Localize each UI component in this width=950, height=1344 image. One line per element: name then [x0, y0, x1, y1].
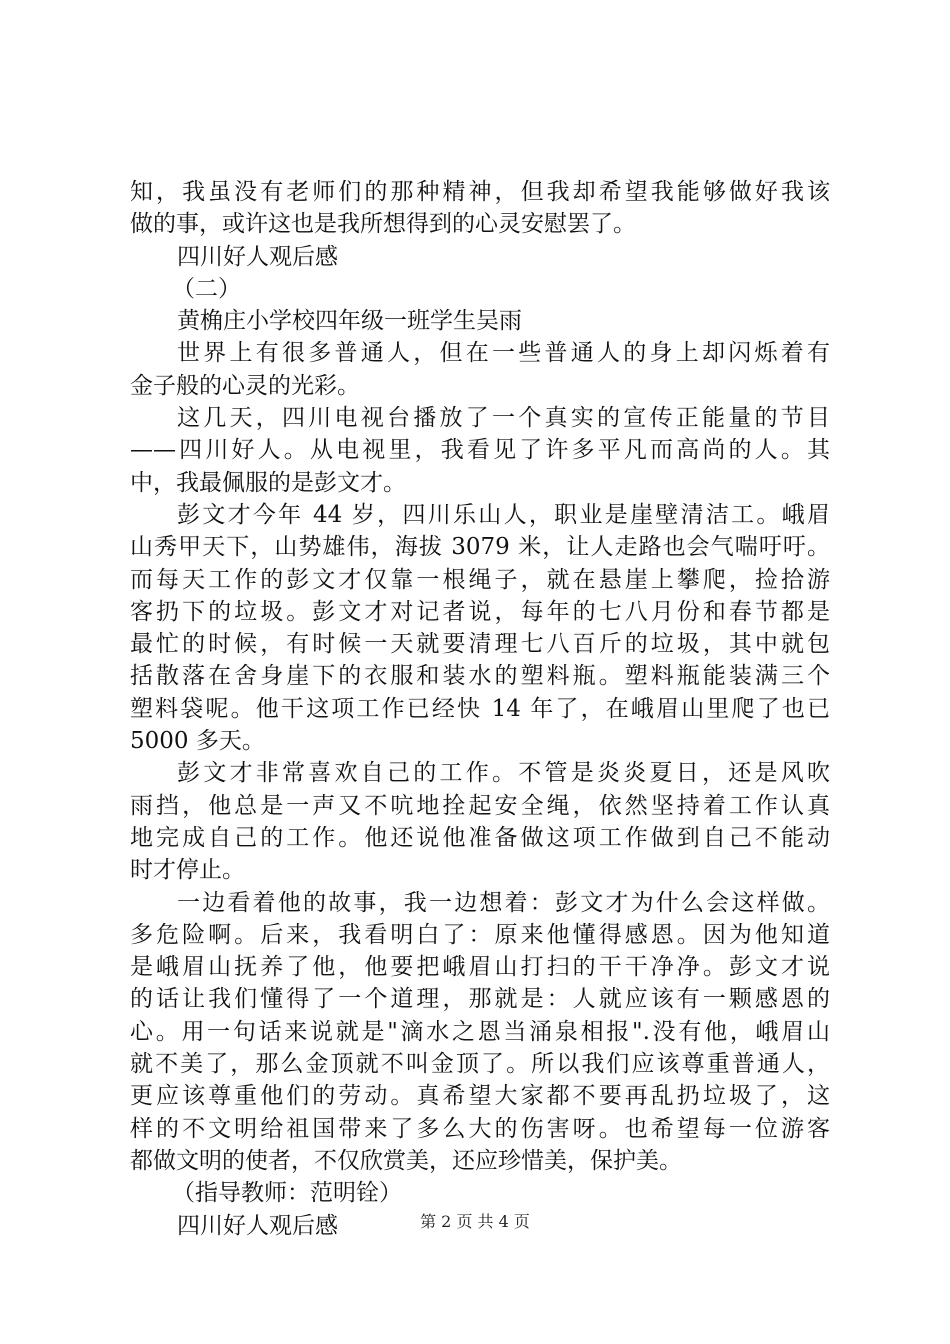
- text-line: 黄桷庄小学校四年级一班学生吴雨: [177, 308, 522, 335]
- text-line: 而每天工作的彭文才仅靠一根绳子，就在悬崖上攀爬，捡拾游: [130, 566, 830, 593]
- text-line: 多危险啊。后来，我看明白了：原来他懂得感恩。因为他知道: [130, 921, 830, 948]
- text-line: 彭文才非常喜欢自己的工作。不管是炎炎夏日，还是风吹: [177, 760, 830, 787]
- text-line: 地完成自己的工作。他还说他准备做这项工作做到自己不能动: [130, 824, 830, 851]
- text-line: 金子般的心灵的光彩。: [130, 372, 360, 399]
- text-line: 括散落在舍身崖下的衣服和装水的塑料瓶。塑料瓶能装满三个: [130, 663, 830, 690]
- text-line: 一边看着他的故事，我一边想着：彭文才为什么会这样做。: [177, 889, 830, 916]
- text-line: 山秀甲天下，山势雄伟，海拔 3079 米，让人走路也会气喘吁吁。: [130, 534, 830, 561]
- text-line: 时才停止。: [130, 857, 245, 884]
- text-line: （二）: [172, 275, 241, 302]
- text-line: 是峨眉山抚养了他，他要把峨眉山打扫的干干净净。彭文才说: [130, 954, 830, 981]
- text-line: 彭文才今年 44 岁，四川乐山人，职业是崖壁清洁工。峨眉: [177, 501, 830, 528]
- text-line: 更应该尊重他们的劳动。真希望大家都不要再乱扔垃圾了，这: [130, 1083, 830, 1110]
- text-line: 的话让我们懂得了一个道理，那就是：人就应该有一颗感恩的: [130, 986, 830, 1013]
- text-line: 5000 多天。: [130, 728, 265, 755]
- text-line: 做的事，或许这也是我所想得到的心灵安慰罢了。: [130, 211, 636, 238]
- text-line: 四川好人观后感: [177, 243, 338, 270]
- text-line: 这几天，四川电视台播放了一个真实的宣传正能量的节目: [177, 405, 830, 432]
- text-line: 客扔下的垃圾。彭文才对记者说，每年的七八月份和春节都是: [130, 598, 830, 625]
- text-line: 都做文明的使者，不仅欣赏美，还应珍惜美，保护美。: [130, 1147, 682, 1174]
- text-line: 就不美了，那么金顶就不叫金顶了。所以我们应该尊重普通人，: [130, 1051, 830, 1078]
- document-body: [130, 176, 830, 1242]
- text-line: （指导教师：范明铨）: [172, 1180, 402, 1207]
- text-line: 塑料袋呢。他干这项工作已经快 14 年了，在峨眉山里爬了也已: [130, 695, 830, 722]
- text-line: 知，我虽没有老师们的那种精神，但我却希望我能够做好我该: [130, 179, 830, 205]
- text-line: 中，我最佩服的是彭文才。: [130, 469, 406, 496]
- text-line: 四川好人观后感: [177, 1212, 338, 1239]
- text-line: ——四川好人。从电视里，我看见了许多平凡而高尚的人。其: [130, 437, 830, 464]
- text-line: 世界上有很多普通人，但在一些普通人的身上却闪烁着有: [177, 340, 830, 367]
- text-line: 最忙的时候，有时候一天就要清理七八百斤的垃圾，其中就包: [130, 631, 830, 658]
- text-line: 心。用一句话来说就是"滴水之恩当涌泉相报".没有他，峨眉山: [130, 1018, 830, 1045]
- text-line: 雨挡，他总是一声又不吭地拴起安全绳，依然坚持着工作认真: [130, 792, 830, 819]
- page-footer: 第 2 页 共 4 页: [420, 1212, 530, 1231]
- text-line: 样的不文明给祖国带来了多么大的伤害呀。也希望每一位游客: [130, 1115, 830, 1142]
